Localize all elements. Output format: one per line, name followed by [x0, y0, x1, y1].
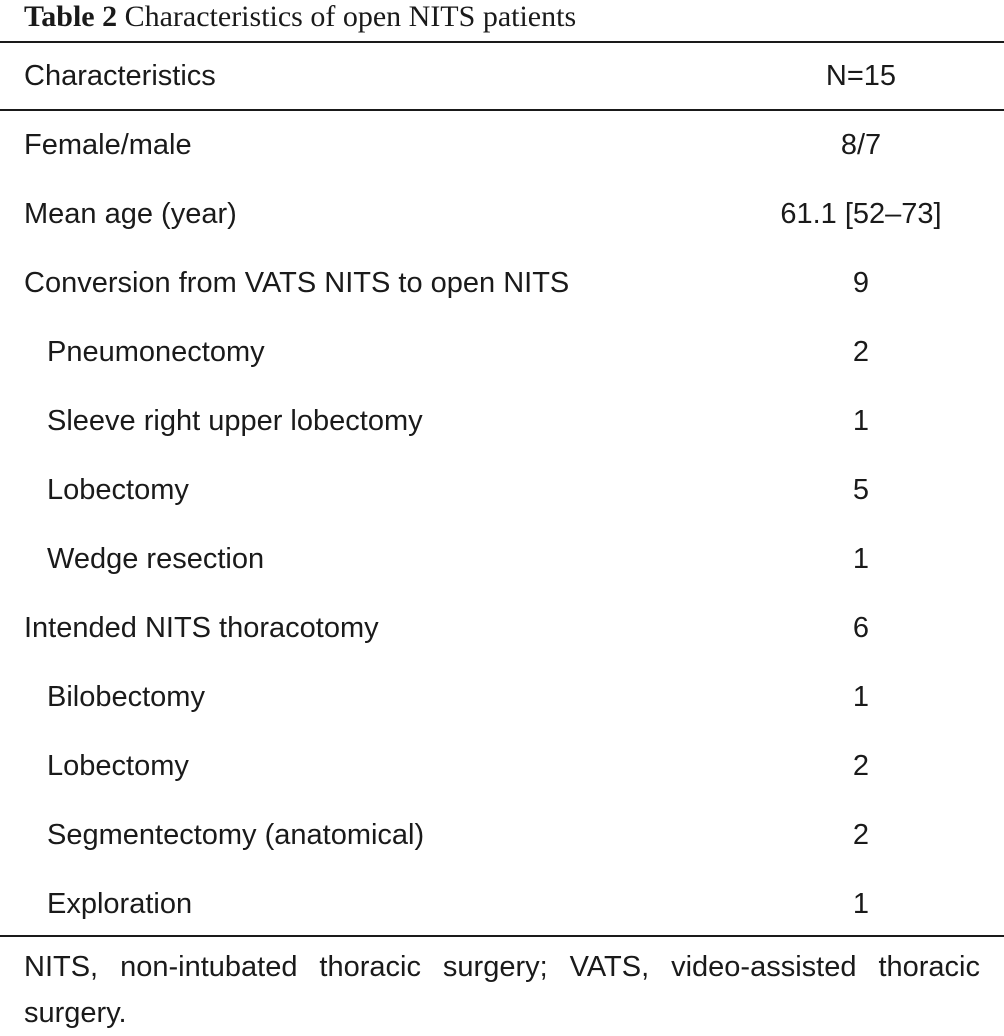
table-row — [0, 387, 1004, 456]
table-title: Characteristics of open NITS patients — [124, 0, 577, 33]
table-row — [0, 111, 1004, 180]
row-value: 1 — [852, 405, 870, 437]
row-value: 9 — [852, 267, 870, 299]
header-count: N=15 — [825, 60, 897, 92]
table-row — [0, 456, 1004, 525]
row-value: 8/7 — [840, 129, 882, 161]
table-row — [0, 732, 1004, 801]
row-label: Bilobectomy — [47, 681, 205, 713]
row-label: Intended NITS thoracotomy — [24, 612, 379, 644]
table-row — [0, 801, 1004, 870]
table-header-row — [0, 42, 1004, 111]
row-value: 1 — [852, 681, 870, 713]
row-value: 2 — [852, 750, 870, 782]
row-value: 1 — [852, 888, 870, 920]
table-row — [0, 249, 1004, 318]
row-label: Female/male — [24, 129, 192, 161]
table-row — [0, 663, 1004, 732]
row-label: Conversion from VATS NITS to open NITS — [24, 267, 570, 299]
row-value: 6 — [852, 612, 870, 644]
table-caption — [24, 0, 576, 34]
row-label: Exploration — [47, 888, 193, 920]
table-row — [0, 180, 1004, 249]
row-label: Lobectomy — [47, 474, 189, 506]
row-label: Segmentectomy (anatomical) — [47, 819, 425, 851]
bottom-rule — [0, 935, 1004, 937]
row-label: Pneumonectomy — [47, 336, 265, 368]
row-value: 2 — [852, 336, 870, 368]
table-footnote: NITS, non-intubated thoracic surgery; VATS, video-assisted thoracic surgery. — [24, 951, 980, 1029]
table-row — [0, 594, 1004, 663]
table-row — [0, 870, 1004, 939]
row-label: Mean age (year) — [24, 198, 237, 230]
row-value: 1 — [852, 543, 870, 575]
header-characteristics: Characteristics — [24, 60, 216, 92]
row-label: Wedge resection — [47, 543, 265, 575]
row-label: Lobectomy — [47, 750, 189, 782]
table-number: Table 2 — [24, 0, 118, 33]
row-value: 2 — [852, 819, 870, 851]
row-value: 5 — [852, 474, 870, 506]
row-value: 61.1 [52–73] — [780, 198, 942, 230]
table-row — [0, 525, 1004, 594]
row-label: Sleeve right upper lobectomy — [47, 405, 423, 437]
table-row — [0, 318, 1004, 387]
